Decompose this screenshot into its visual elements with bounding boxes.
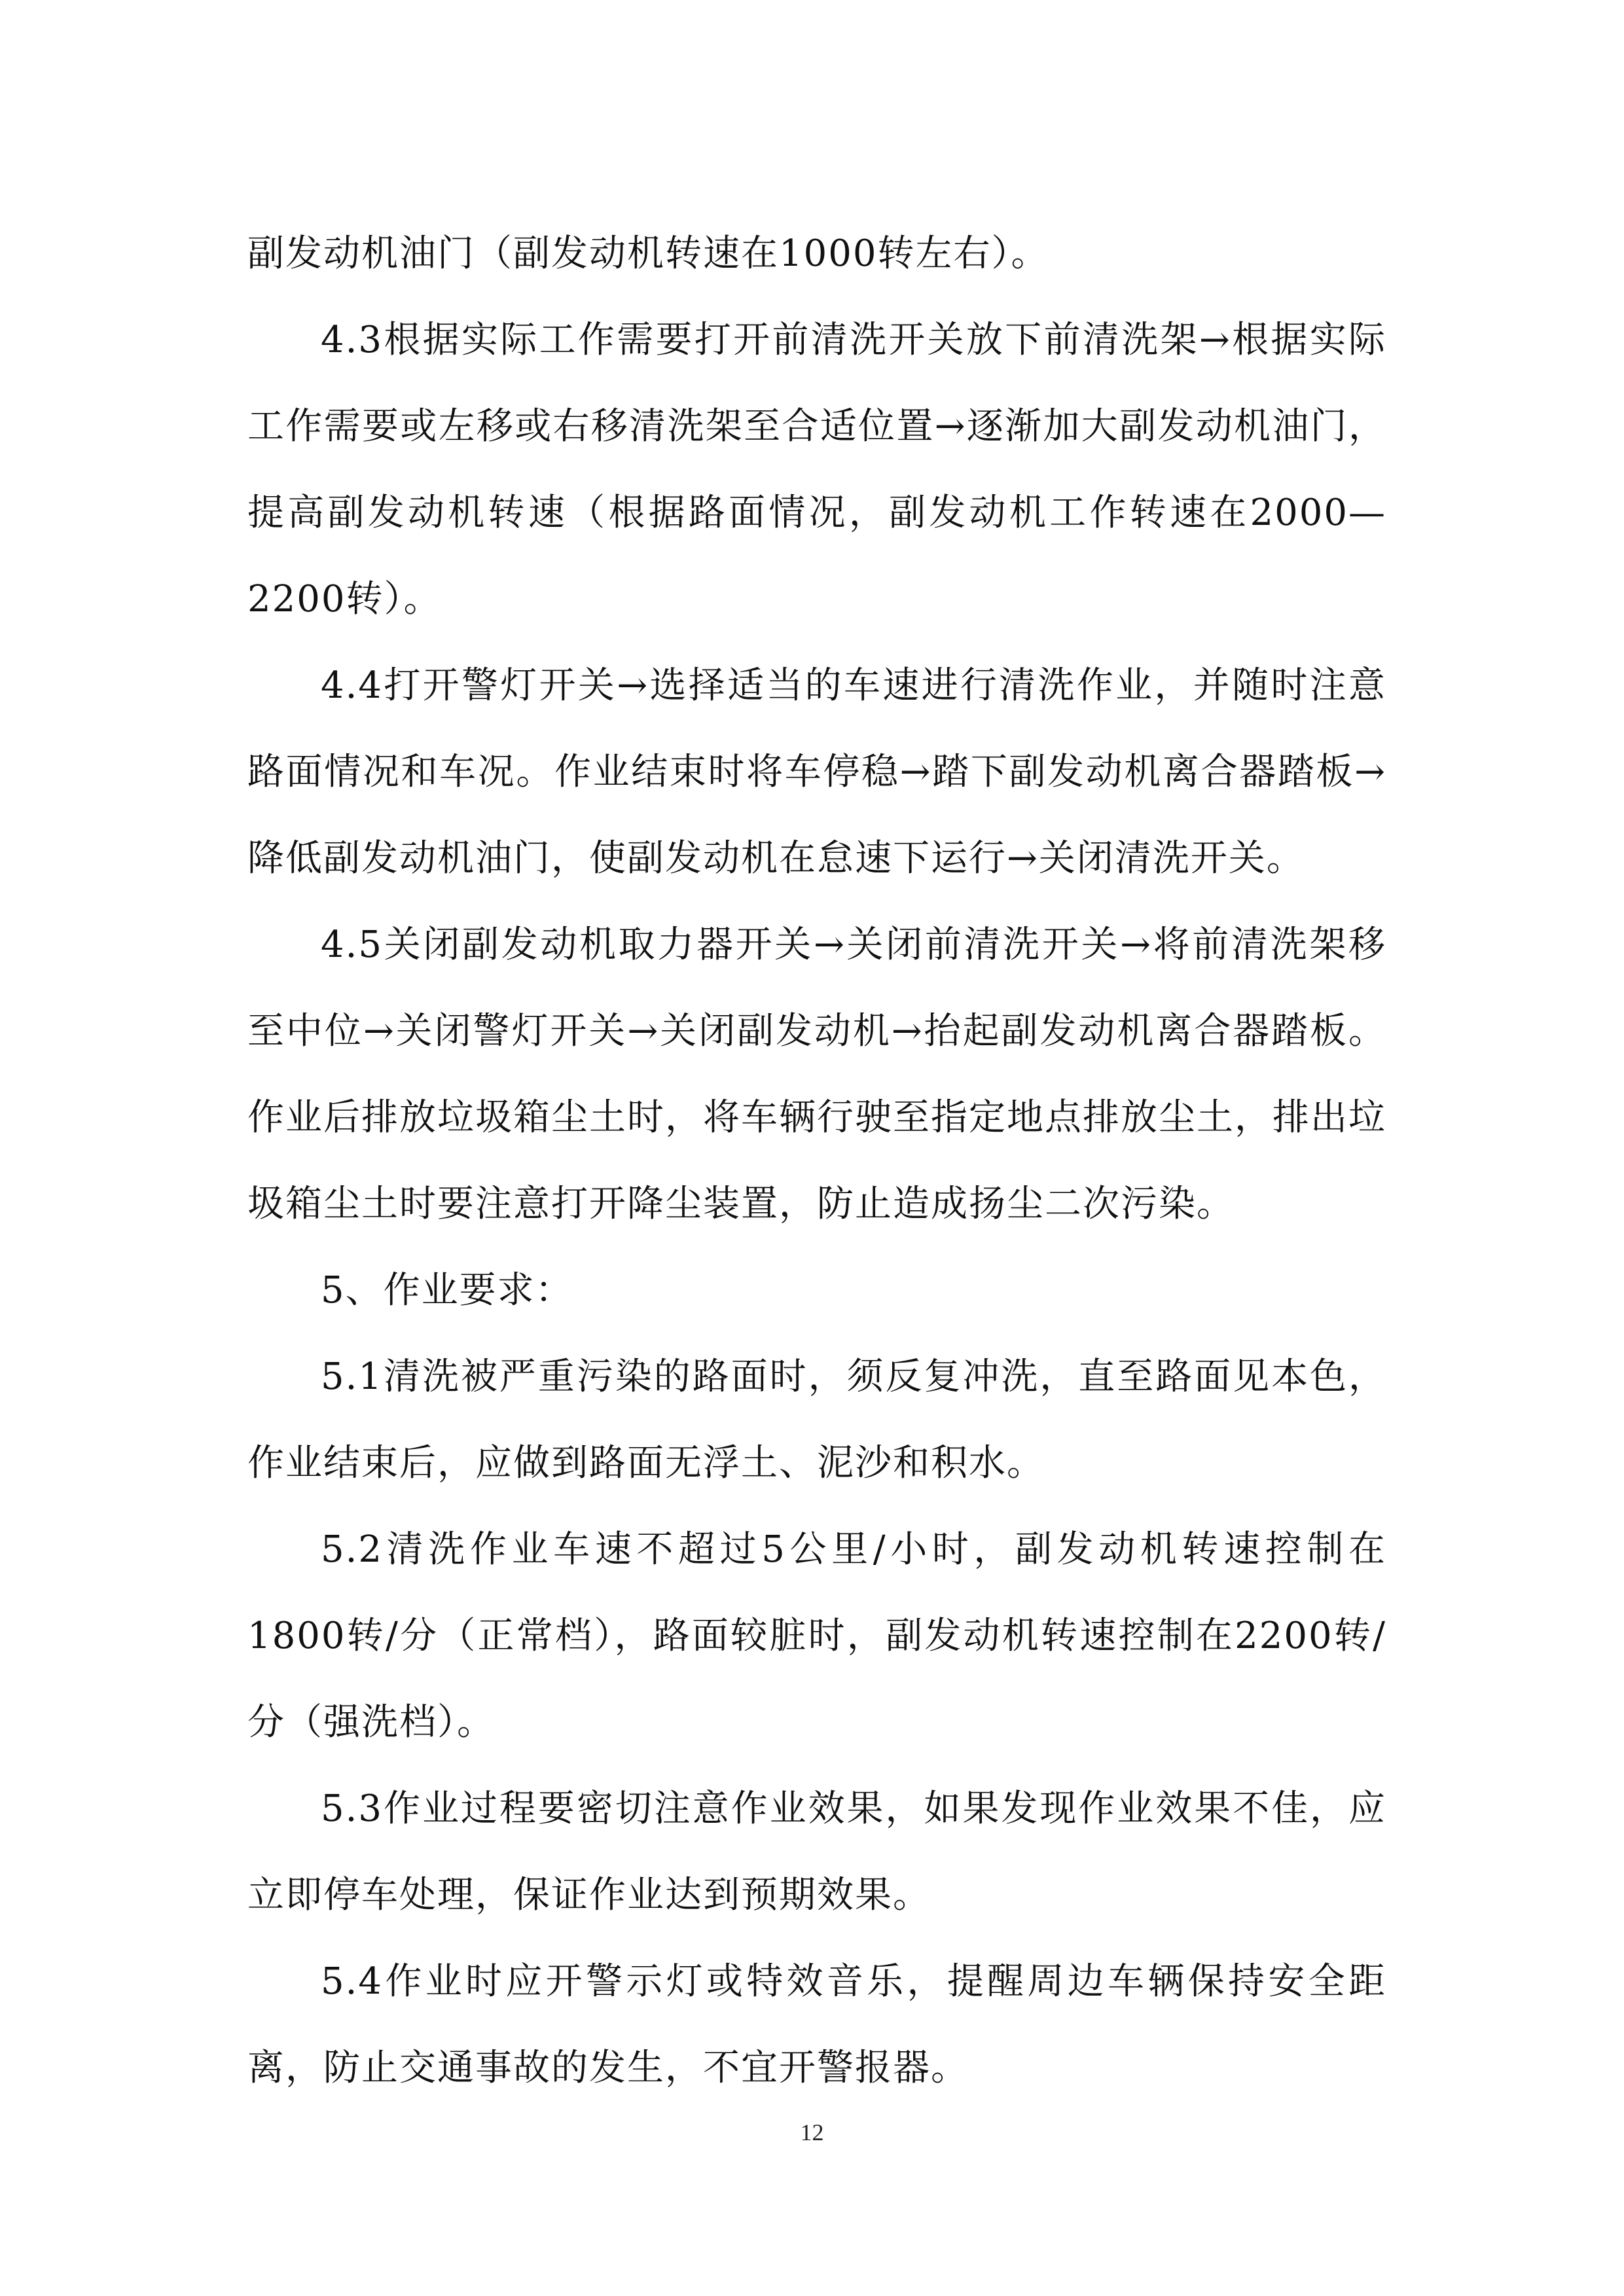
- paragraph-4-4: 4.4打开警灯开关→选择适当的车速进行清洗作业，并随时注意路面情况和车况。作业结束时将车停稳→踏下副发动机离合器踏板→降低副发动机油门，使副发动机在怠速下运行→关闭清洗开关。: [247, 664, 1386, 880]
- paragraph-5-2: 5.2清洗作业车速不超过5公里/小时，副发动机转速控制在1800转/分（正常档），路面较脏时，副发动机转速控制在2200转/分（强洗档）。: [247, 1528, 1386, 1744]
- section-heading-5: 5、作业要求：: [321, 1269, 573, 1312]
- paragraph-4-5: 4.5关闭副发动机取力器开关→关闭前清洗开关→将前清洗架移至中位→关闭警灯开关→关闭副发动机→抬起副发动机离合器踏板。作业后排放垃圾箱尘土时，将车辆行驶至指定地点排放尘土，排出垃圾箱尘土时要注意打开降尘装置，防止造成扬尘二次污染。: [247, 924, 1387, 1225]
- paragraph-5-3: 5.3作业过程要密切注意作业效果，如果发现作业效果不佳，应立即停车处理，保证作业达到预期效果。: [247, 1787, 1386, 1916]
- paragraph-4-3: 4.3根据实际工作需要打开前清洗开关放下前清洗架→根据实际工作需要或左移或右移清洗架至合适位置→逐渐加大副发动机油门，提高副发动机转速（根据路面情况，副发动机工作转速在2000—2200转）。: [247, 319, 1386, 620]
- page-number: 12: [800, 2119, 824, 2145]
- body-text: [247, 211, 1386, 2111]
- paragraph-continuation: 副发动机油门（副发动机转速在1000转左右）。: [247, 232, 1049, 275]
- paragraph-5-4: 5.4作业时应开警示灯或特效音乐，提醒周边车辆保持安全距离，防止交通事故的发生，不宜开警报器。: [247, 1960, 1386, 2089]
- paragraph-5-1: 5.1清洗被严重污染的路面时，须反复冲洗，直至路面见本色，作业结束后，应做到路面无浮土、泥沙和积水。: [247, 1355, 1386, 1484]
